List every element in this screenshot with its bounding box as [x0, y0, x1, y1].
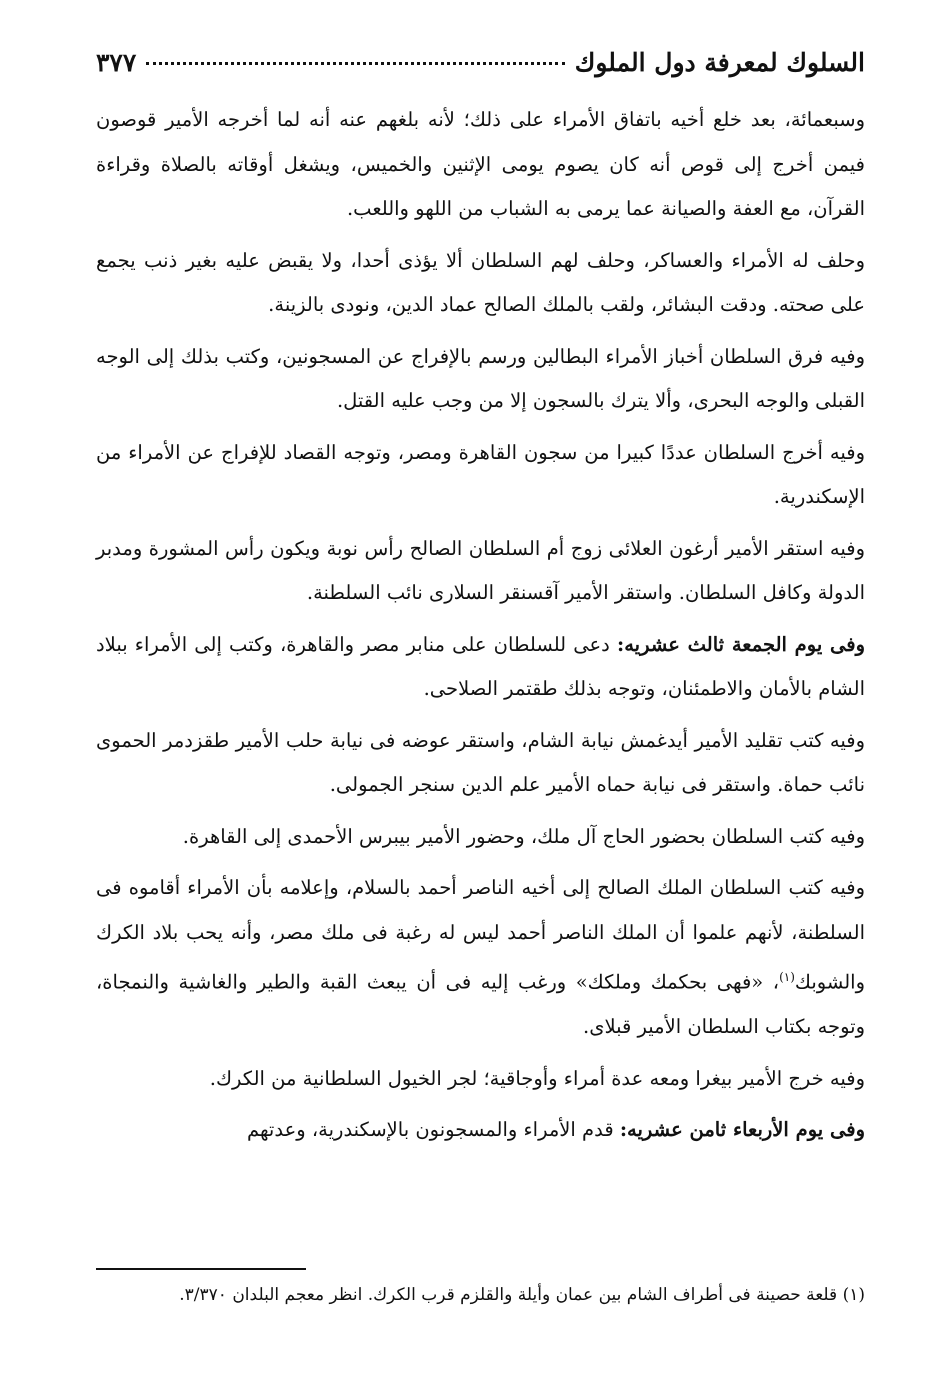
- footnote-divider: [96, 1268, 306, 1270]
- paragraph: [96, 335, 865, 424]
- paragraph: [96, 1108, 865, 1153]
- footnote: (١) قلعة حصينة فى أطراف الشام بين عمان وأيلة والقلزم قرب الكرك. انظر معجم البلدان ٣/٣٧٠.: [179, 1285, 865, 1305]
- paragraph: [96, 623, 865, 712]
- paragraph: [96, 431, 865, 520]
- paragraph: [96, 866, 865, 1050]
- paragraph: [96, 719, 865, 808]
- body-text: [96, 98, 865, 1153]
- paragraph-text: وفيه كتب السلطان بحضور الحاج آل ملك، وحضور الأمير بيبرس الأحمدى إلى القاهرة.: [182, 824, 865, 848]
- paragraph: [96, 98, 865, 232]
- paragraph-text: وفيه كتب السلطان الملك الصالح إلى أخيه الناصر أحمد بالسلام، وإعلامه بأن الأمراء أقاموه فى السلطنة، لأنهم علموا أن الملك الناصر أحمد ليس له رغبة فى ملك مصر، وأنه يحب بلاد الكرك والشوبك: [96, 876, 865, 994]
- paragraph-text-continued: ، «فهى بحكمك وملكك» ورغب إليه فى أن يبعث القبة والطير والغاشية والنمجاة، وتوجه بكتاب السلطان الأمير قبلاى.: [96, 970, 865, 1038]
- page-number: ٣٧٧: [96, 48, 137, 77]
- footnote-reference[interactable]: (١): [779, 970, 795, 984]
- date-heading: وفى يوم الجمعة ثالث عشريه:: [617, 632, 866, 656]
- paragraph-text: قدم الأمراء والمسجونون بالإسكندرية، وعدتهم: [246, 1118, 620, 1141]
- paragraph-text: وفيه خرج الأمير بيغرا ومعه عدة أمراء وأوجاقية؛ لجر الخيول السلطانية من الكرك.: [209, 1066, 865, 1090]
- paragraph-text: وفيه فرق السلطان أخباز الأمراء البطالين ورسم بالإفراج عن المسجونين، وكتب بذلك إلى الوجه القبلى والوجه البحرى، وألا يترك بالسجون إلا من وجب عليه القتل.: [96, 344, 865, 412]
- paragraph-text: دعى للسلطان على منابر مصر والقاهرة، وكتب إلى الأمراء ببلاد الشام بالأمان والاطمئنان، وتوجه بذلك طقتمر الصلاحى.: [96, 632, 865, 700]
- leader-dots: [146, 62, 564, 65]
- paragraph-text: وفيه كتب تقليد الأمير أيدغمش نيابة الشام، واستقر عوضه فى نيابة حلب الأمير طقزدمر الحموى نائب حماة. واستقر فى نيابة حماه الأمير علم الدين سنجر الجمولى.: [96, 728, 865, 796]
- paragraph-text: وفيه استقر الأمير أرغون العلائى زوج أم السلطان الصالح رأس نوبة ويكون رأس المشورة ومدبر الدولة وكافل السلطان. واستقر الأمير آقسنقر السلارى نائب السلطنة.: [96, 536, 865, 604]
- paragraph: [96, 239, 865, 328]
- paragraph: [96, 815, 865, 860]
- paragraph: [96, 1057, 865, 1102]
- book-title: السلوك لمعرفة دول الملوك: [574, 48, 865, 77]
- date-heading: وفى يوم الأربعاء ثامن عشريه:: [619, 1118, 865, 1141]
- paragraph-text: وفيه أخرج السلطان عددًا كبيرا من سجون القاهرة ومصر، وتوجه القصاد للإفراج عن الأمراء من الإسكندرية.: [96, 440, 865, 508]
- paragraph-text: وسبعمائة، بعد خلع أخيه باتفاق الأمراء على ذلك؛ لأنه بلغهم عنه أنه لما أخرجه الأمير قوصون فيمن أخرج إلى قوص أنه كان يصوم يومى الإثنين والخميس، ويشغل أوقاته بالصلاة وقراءة القرآن، مع العفة والصيانة عما يرمى به الشباب من اللهو واللعب.: [96, 108, 865, 220]
- paragraph: [96, 527, 865, 616]
- running-header: [96, 48, 865, 98]
- paragraph-text: وحلف له الأمراء والعساكر، وحلف لهم السلطان ألا يؤذى أحدا، ولا يقبض عليه بغير ذنب يجمع على صحته. ودقت البشائر، ولقب بالملك الصالح عماد الدين، ونودى بالزينة.: [96, 248, 865, 316]
